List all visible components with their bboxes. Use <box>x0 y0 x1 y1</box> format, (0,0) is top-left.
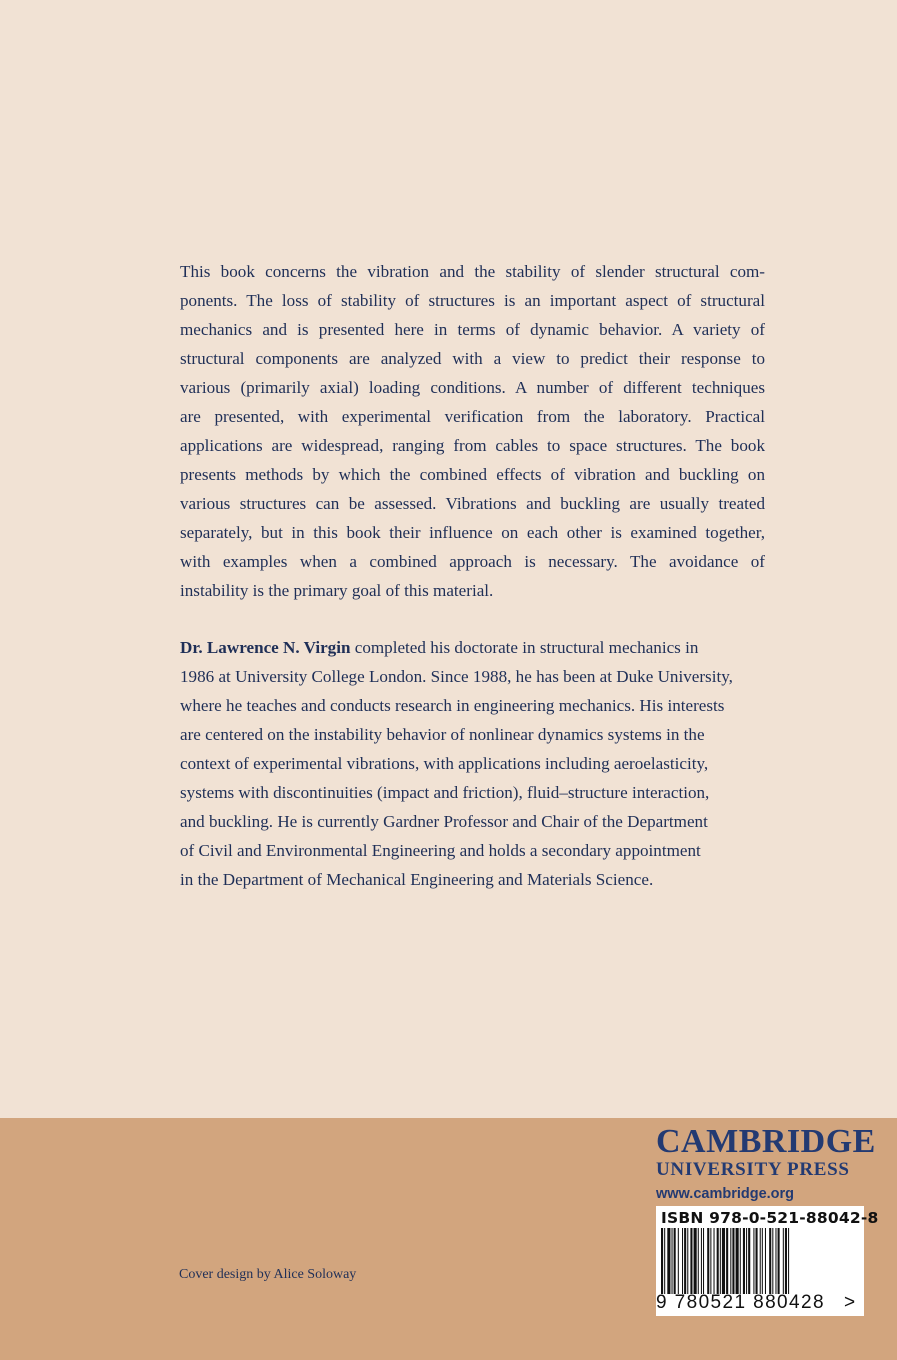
barcode-bar <box>740 1228 741 1294</box>
barcode-bar <box>714 1228 715 1294</box>
barcode-bar <box>687 1228 688 1294</box>
description-line: with examples when a combined approach is necessary. The avoidance of <box>180 552 765 571</box>
barcode-bar <box>762 1228 763 1294</box>
publisher-logo <box>656 1123 876 1203</box>
description-line: mechanics and is presented here in terms of dynamic behavior. A variety of <box>180 320 765 339</box>
description-line: are presented, with experimental verification from the laboratory. Practical <box>180 407 765 426</box>
barcode-bar <box>707 1228 709 1294</box>
barcode-bar <box>664 1228 665 1294</box>
author-bio <box>180 633 765 894</box>
barcode-bar <box>785 1228 787 1294</box>
barcode-bar <box>756 1228 758 1294</box>
barcode-bar <box>684 1228 686 1294</box>
barcode-digits: 9 780521 880428 <box>656 1292 825 1313</box>
barcode-bars <box>661 1228 843 1294</box>
description-line: instability is the primary goal of this material. <box>180 581 494 600</box>
barcode-bar <box>736 1228 739 1294</box>
description-line: structural components are analyzed with a view to predict their response to <box>180 349 765 368</box>
publisher-subtitle: UNIVERSITY PRESS <box>656 1159 850 1180</box>
barcode-bar <box>698 1228 699 1294</box>
barcode-bar <box>661 1228 663 1294</box>
barcode-bar <box>760 1228 761 1294</box>
barcode-bar <box>710 1228 711 1294</box>
bio-line: 1986 at University College London. Since 1988, he has been at Duke University, <box>180 667 733 686</box>
barcode-bar <box>717 1228 719 1294</box>
barcode-bar <box>667 1228 670 1294</box>
bio-line: are centered on the instability behavior of nonlinear dynamics systems in the <box>180 725 705 744</box>
barcode-bar <box>772 1228 773 1294</box>
barcode-bar <box>743 1228 745 1294</box>
barcode-bar <box>769 1228 771 1294</box>
bio-line: context of experimental vibrations, with applications including aeroelasticity, <box>180 754 709 773</box>
bio-line: and buckling. He is currently Gardner Professor and Chair of the Department <box>180 812 708 831</box>
bio-line: where he teaches and conducts research in engineering mechanics. His interests <box>180 696 725 715</box>
back-cover-text <box>180 257 765 894</box>
barcode-bar <box>732 1228 734 1294</box>
book-description <box>180 257 765 605</box>
isbn-barcode <box>656 1206 879 1316</box>
publisher-url: www.cambridge.org <box>656 1186 795 1202</box>
barcode-bar <box>674 1228 676 1294</box>
barcode-bar <box>690 1228 692 1294</box>
barcode-bar <box>730 1228 731 1294</box>
barcode-bar <box>722 1228 725 1294</box>
barcode-bar <box>778 1228 780 1294</box>
description-line: ponents. The loss of stability of structures is an important aspect of structural <box>180 291 765 310</box>
barcode-bar <box>682 1228 683 1294</box>
barcode-bar <box>703 1228 704 1294</box>
barcode-bar <box>748 1228 750 1294</box>
barcode-bar <box>765 1228 766 1294</box>
author-name: Dr. Lawrence N. Virgin <box>180 638 351 657</box>
description-line: This book concerns the vibration and the stability of slender structural com- <box>180 262 765 281</box>
barcode-bar <box>694 1228 697 1294</box>
isbn-label: ISBN 978-0-521-88042-8 <box>661 1209 879 1227</box>
description-line: applications are widespread, ranging from cables to space structures. The book <box>180 436 765 455</box>
barcode-bar <box>753 1228 754 1294</box>
barcode-bar <box>672 1228 673 1294</box>
bio-line: of Civil and Environmental Engineering and holds a secondary appointment <box>180 841 701 860</box>
barcode-bar <box>678 1228 679 1294</box>
description-line: various (primarily axial) loading conditions. A number of different techniques <box>180 378 765 397</box>
barcode-arrow: > <box>844 1292 856 1313</box>
bio-first-line-rest: completed his doctorate in structural mechanics in <box>350 638 699 657</box>
barcode-bar <box>701 1228 702 1294</box>
barcode-bar <box>775 1228 776 1294</box>
bio-first-line <box>180 633 765 662</box>
description-line: various structures can be assessed. Vibrations and buckling are usually treated <box>180 494 765 513</box>
bio-line: systems with discontinuities (impact and friction), fluid–structure interaction, <box>180 783 710 802</box>
bio-line: in the Department of Mechanical Engineering and Materials Science. <box>180 870 654 889</box>
barcode-bar <box>788 1228 789 1294</box>
description-line: presents methods by which the combined effects of vibration and buckling on <box>180 465 765 484</box>
barcode-bar <box>783 1228 784 1294</box>
description-line: separately, but in this book their influence on each other is examined together, <box>180 523 765 542</box>
barcode-bar <box>720 1228 721 1294</box>
cover-design-credit: Cover design by Alice Soloway <box>179 1267 357 1282</box>
barcode-bar <box>726 1228 728 1294</box>
publisher-name: CAMBRIDGE <box>656 1123 876 1160</box>
barcode-bar <box>746 1228 747 1294</box>
